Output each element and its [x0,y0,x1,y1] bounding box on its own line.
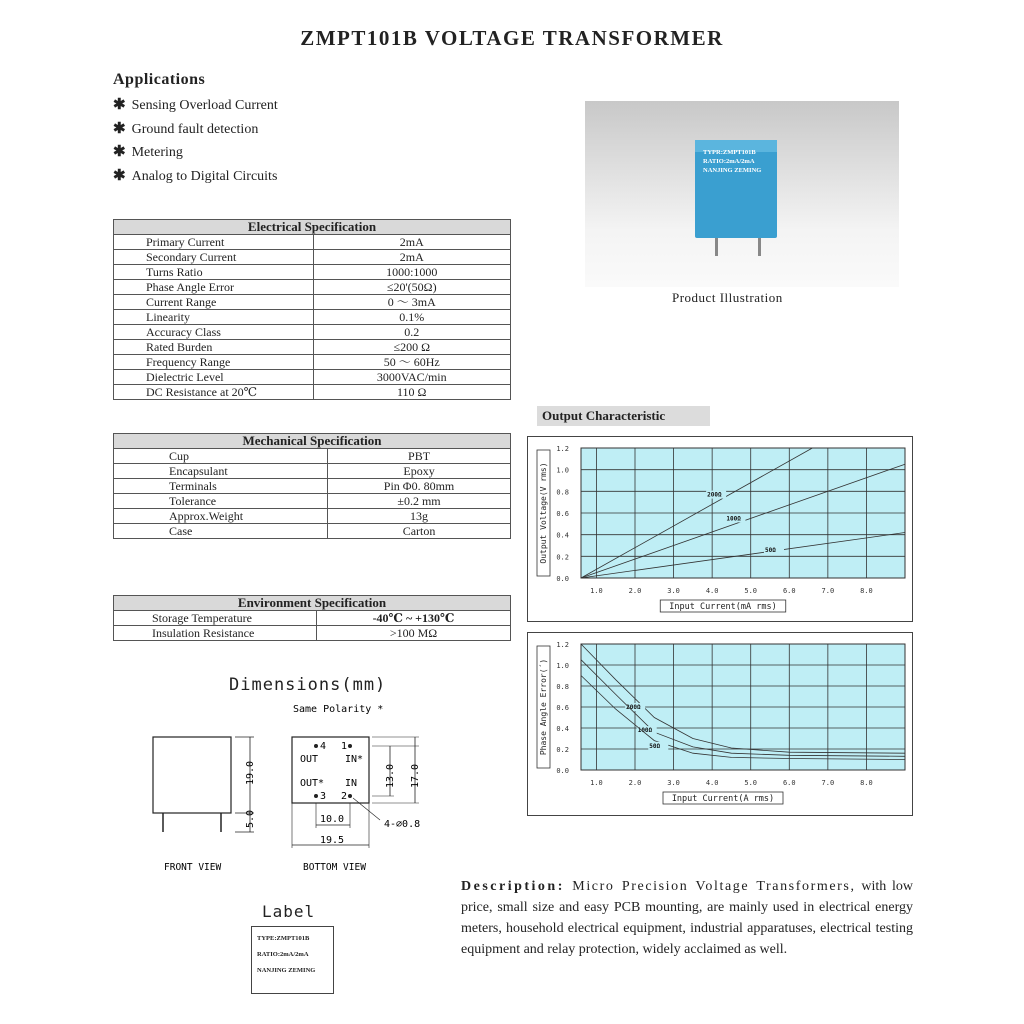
dimensions-heading: Dimensions(mm) [229,675,387,695]
y-axis-label: Output Voltage(V rms) [539,462,548,564]
description: Description: Micro Precision Voltage Transformers, with low price, small size and easy PCB mounting, are mainly used in electrical energy meters, household electrical equipment, industrial apparatuses, electrical testing equipment and relay protection, widely acclaimed as well. [461,879,914,957]
x-tick-label: 3.0 [667,587,680,595]
product-caption: Product Illustration [672,290,783,305]
x-tick-label: 7.0 [821,587,835,595]
series-label: 50Ω [649,742,661,750]
y-tick-label: 0.4 [556,725,569,733]
y-tick-label: 1.0 [556,466,569,475]
x-tick-label: 8.0 [860,779,873,787]
table-row: Storage Temperature -40℃ ~ +130℃ [114,611,511,626]
table-row: DC Resistance at 20℃ 110 Ω [114,385,511,400]
bottom-view-label: BOTTOM VIEW [303,862,366,873]
svg-text:OUT*: OUT* [300,778,325,789]
table-row: Insulation Resistance >100 MΩ [114,626,511,641]
y-tick-label: 0.8 [556,488,569,497]
applications-list [113,95,278,189]
pin [758,238,761,256]
asterisk-icon: ✱ [113,97,126,113]
description-heading: Description: [461,879,565,894]
table-row: Terminals Pin Φ0. 80mm [114,479,511,494]
table-row: Frequency Range 50 ～ 60Hz [114,355,511,370]
output-characteristic-heading: Output Characteristic [537,406,710,426]
series-label: 200Ω [707,491,722,499]
pin [715,238,718,256]
y-tick-label: 0.2 [556,746,569,754]
output-voltage-chart [527,436,913,622]
dim-5: 5.0 [245,809,256,828]
svg-text:IN*: IN* [345,754,364,765]
series-label: 100Ω [726,515,741,523]
front-view-body [153,737,231,813]
x-tick-label: 8.0 [860,587,873,595]
mechanical-spec-heading: Mechanical Specification [114,434,511,449]
y-tick-label: 0.0 [556,575,569,583]
svg-text:OUT: OUT [300,754,319,765]
table-row: Case Carton [114,524,511,539]
x-axis-label: Input Current(mA rms) [669,602,777,612]
x-tick-label: 6.0 [782,779,796,787]
x-tick-label: 5.0 [744,587,758,595]
list-item: ✱ Ground fault detection [113,120,259,137]
pin-hole [314,744,318,748]
list-item: ✱ Metering [113,144,183,160]
asterisk-icon: ✱ [113,144,126,160]
dim-19-5: 19.5 [320,835,345,846]
x-tick-label: 5.0 [744,779,758,787]
table-row: Current Range 0 ～ 3mA [114,295,511,310]
table-row: Encapsulant Epoxy [114,464,511,479]
pin-hole [348,794,352,798]
same-polarity-note: Same Polarity * [293,704,384,715]
pin-hole [314,794,318,798]
x-tick-label: 4.0 [705,779,719,787]
y-tick-label: 0.8 [556,683,569,691]
table-row: Dielectric Level 3000VAC/min [114,370,511,385]
y-tick-label: 1.2 [556,641,569,649]
table-row: Cup PBT [114,449,511,464]
table-row: Linearity 0.1% [114,310,511,325]
list-item: ✱ Analog to Digital Circuits [113,167,278,184]
y-tick-label: 0.0 [556,767,569,775]
label-heading: Label [262,902,316,921]
series-label: 100Ω [637,727,653,735]
dim-10: 10.0 [320,814,345,825]
product-label: TYPR:ZMPT101B RATIO:2mA/2mA NANJING ZEMING [703,149,762,174]
table-row: Accuracy Class 0.2 [114,325,511,340]
series-label: 200Ω [626,704,641,711]
table-row: Turns Ratio 1000:1000 [114,265,511,280]
x-axis-label: Input Current(A rms) [671,794,775,804]
table-row: Approx.Weight 13g [114,509,511,524]
svg-text:IN: IN [345,778,358,789]
x-tick-label: 2.0 [628,779,642,787]
dim-17: 17.0 [410,763,421,788]
y-tick-label: 0.2 [556,553,569,562]
svg-text:4: 4 [320,741,327,752]
applications-heading: Applications [113,71,206,88]
x-tick-label: 1.0 [590,779,603,787]
y-tick-label: 0.6 [556,704,569,712]
electrical-spec-heading: Electrical Specification [114,220,511,235]
asterisk-icon: ✱ [113,167,126,184]
bottom-view-body [292,737,369,803]
table-row: Primary Current 2mA [114,235,511,250]
y-axis-label: Phase Angle Error(´) [539,658,548,756]
x-tick-label: 4.0 [705,587,719,595]
table-row: Secondary Current 2mA [114,250,511,265]
x-tick-label: 3.0 [667,779,680,787]
dimensions-drawing [140,700,440,880]
table-row: Tolerance ±0.2 mm [114,494,511,509]
list-item: ✱ Sensing Overload Current [113,97,278,113]
x-tick-label: 7.0 [821,779,835,787]
x-tick-label: 6.0 [782,587,796,595]
y-tick-label: 1.2 [556,445,569,453]
y-tick-label: 1.0 [556,662,569,670]
environment-spec-table [113,595,511,641]
mechanical-spec-table [113,433,511,539]
pin-diameter: 4-∅0.8 [384,819,421,830]
y-tick-label: 0.4 [556,531,569,540]
product-illustration [585,101,899,287]
page-title: ZMPT101B VOLTAGE TRANSFORMER [300,26,724,50]
svg-text:3: 3 [320,791,327,802]
x-tick-label: 2.0 [628,587,642,595]
svg-text:1: 1 [341,741,348,752]
table-row: Phase Angle Error ≤20'(50Ω) [114,280,511,295]
table-row: Rated Burden ≤200 Ω [114,340,511,355]
product-label-box: TYPE:ZMPT101B RATIO:2mA/2mA NANJING ZEMING [251,926,334,994]
x-tick-label: 1.0 [590,587,603,595]
phase-angle-chart [527,632,913,816]
front-view-label: FRONT VIEW [164,862,222,873]
series-label: 50Ω [765,546,776,554]
pin-hole [348,744,352,748]
electrical-spec-table [113,219,511,400]
asterisk-icon: ✱ [113,120,126,137]
y-tick-label: 0.6 [556,510,569,518]
svg-text:2: 2 [341,791,348,802]
dim-13: 13.0 [385,763,396,788]
environment-spec-heading: Environment Specification [114,596,511,611]
dim-19: 19.0 [245,760,256,785]
